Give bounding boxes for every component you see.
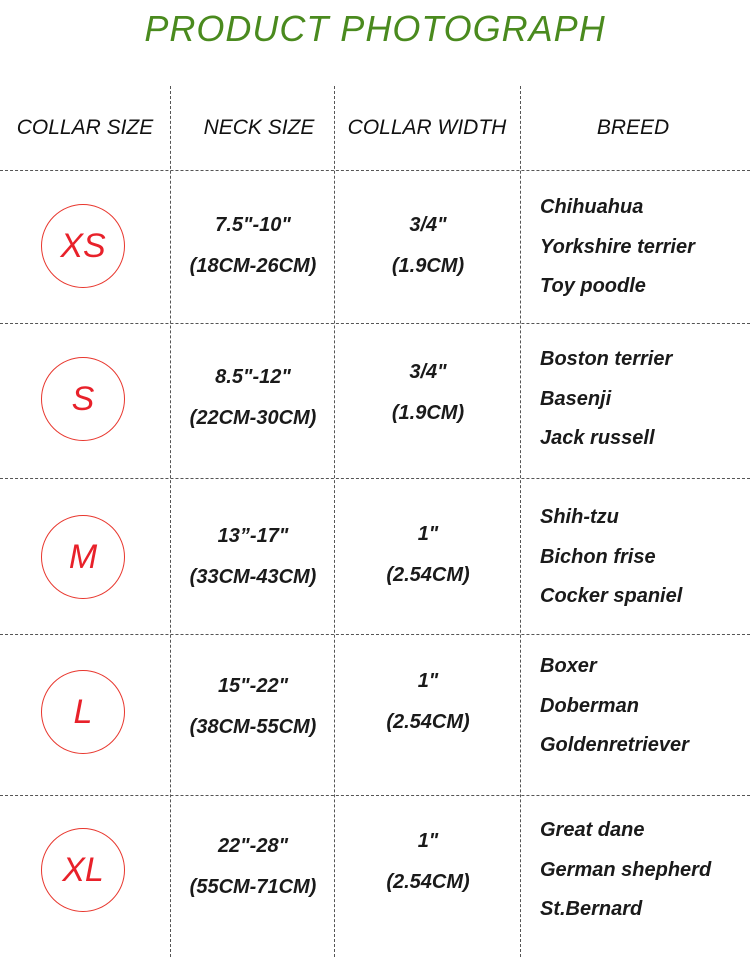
header-neck-size: NECK SIZE [203, 116, 315, 139]
breed-item: Jack russell [540, 427, 655, 449]
breed-item: Shih-tzu [540, 506, 619, 528]
neck-size-cell [172, 205, 334, 287]
neck-size-cell [172, 357, 334, 439]
collar-width-cm: (1.9CM) [391, 402, 465, 424]
collar-width-inches: 1" [417, 830, 439, 852]
collar-width-cell [336, 821, 520, 903]
row-divider [0, 634, 750, 635]
breed-list [540, 340, 672, 459]
row-divider [0, 795, 750, 796]
breed-item: Boston terrier [540, 348, 673, 370]
breed-list [540, 188, 695, 307]
collar-width-inches: 1" [417, 670, 439, 692]
neck-size-cell [172, 666, 334, 748]
breed-list [540, 647, 689, 766]
collar-width-cm: (2.54CM) [386, 871, 470, 893]
column-divider [170, 86, 171, 957]
breed-item: Toy poodle [540, 275, 646, 297]
page-title: PRODUCT PHOTOGRAPH [144, 8, 606, 49]
breed-item: Goldenretriever [540, 734, 689, 756]
breed-item: Bichon frise [540, 545, 656, 568]
header-breed: BREED [596, 116, 670, 139]
row-divider [0, 170, 750, 171]
size-badge-xs: XS [41, 204, 125, 288]
breed-item: Yorkshire terrier [540, 235, 695, 258]
breed-item: St.Bernard [540, 898, 643, 920]
collar-width-inches: 3/4" [409, 361, 447, 383]
collar-width-cm: (2.54CM) [386, 564, 470, 586]
neck-size-cm: (38CM-55CM) [189, 716, 317, 738]
header-collar-size: COLLAR SIZE [16, 116, 154, 139]
neck-size-inches: 7.5"-10" [215, 214, 291, 236]
neck-size-cm: (18CM-26CM) [189, 255, 317, 277]
collar-width-cell [336, 352, 520, 434]
collar-width-cm: (1.9CM) [391, 255, 465, 277]
collar-width-inches: 3/4" [409, 214, 447, 236]
column-divider [520, 86, 521, 957]
breed-item: Chihuahua [540, 196, 644, 218]
row-divider [0, 323, 750, 324]
neck-size-cell [172, 516, 334, 598]
neck-size-cm: (22CM-30CM) [189, 407, 317, 429]
size-badge-xl: XL [41, 828, 125, 912]
column-divider [334, 86, 335, 957]
breed-list [540, 811, 711, 930]
breed-item: Great dane [540, 819, 645, 841]
breed-item: Boxer [540, 655, 597, 677]
size-badge-m: M [41, 515, 125, 599]
row-divider [0, 478, 750, 479]
breed-item: German shepherd [540, 858, 712, 881]
collar-width-cell [336, 205, 520, 287]
neck-size-inches: 22"-28" [217, 835, 289, 857]
breed-list [540, 498, 682, 617]
neck-size-inches: 8.5"-12" [215, 366, 291, 388]
neck-size-inches: 15"-22" [217, 675, 289, 697]
breed-item: Cocker spaniel [540, 585, 683, 607]
collar-width-cm: (2.54CM) [386, 711, 470, 733]
neck-size-inches: 13”-17" [217, 525, 289, 547]
size-badge-l: L [41, 670, 125, 754]
breed-item: Doberman [540, 694, 639, 717]
size-badge-s: S [41, 357, 125, 441]
neck-size-cell [172, 826, 334, 908]
neck-size-cm: (33CM-43CM) [189, 566, 317, 588]
collar-width-inches: 1" [417, 523, 439, 545]
breed-item: Basenji [540, 387, 612, 410]
collar-width-cell [336, 514, 520, 596]
header-collar-width: COLLAR WIDTH [347, 116, 507, 139]
neck-size-cm: (55CM-71CM) [189, 876, 317, 898]
collar-width-cell [336, 661, 520, 743]
